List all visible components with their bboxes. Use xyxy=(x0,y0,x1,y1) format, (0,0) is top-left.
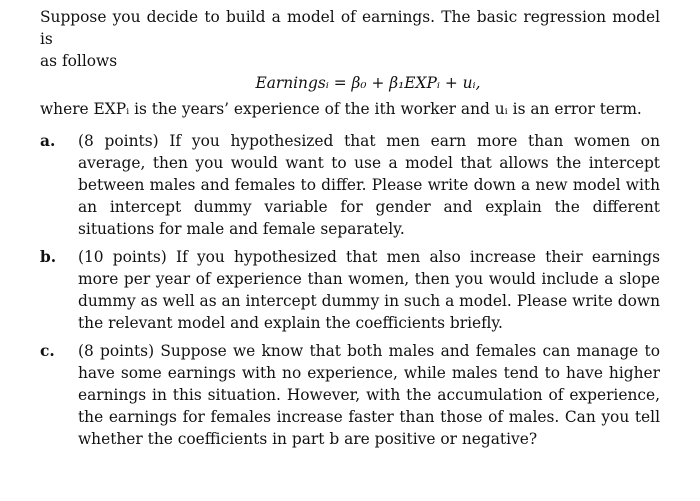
intro-paragraph xyxy=(40,6,660,72)
variable-definition: where EXPᵢ is the years’ experience of the ith worker and uᵢ is an error term. xyxy=(40,100,642,118)
question-list xyxy=(40,130,660,450)
question-c xyxy=(40,340,660,450)
question-b xyxy=(40,246,660,334)
question-a-text: (8 points) If you hypothesized that men earn more than women on average, then you would want to use a model that allows the intercept between males and females to differ. Please write down a new model with an intercept dummy variable for gender and explain the different situations for male and female separately. xyxy=(78,132,660,238)
question-b-marker: b. xyxy=(40,248,57,266)
regression-equation: Earningsᵢ = β₀ + β₁EXPᵢ + uᵢ, xyxy=(255,74,481,92)
question-c-text: (8 points) Suppose we know that both males and females can manage to have some earnings with no experience, while males tend to have higher earnings in this situation. However, with the accumulation of experience, the earnings for females increase faster than those of males. Can you tell whether the coefficients in part b are positive or negative? xyxy=(78,342,660,448)
intro-line-1: Suppose you decide to build a model of earnings. The basic regression model is xyxy=(40,8,660,48)
question-c-marker: c. xyxy=(40,342,55,360)
question-a-marker: a. xyxy=(40,132,56,150)
intro-line-2: as follows xyxy=(40,52,118,70)
question-a xyxy=(40,130,660,240)
question-b-text: (10 points) If you hypothesized that men also increase their earnings more per year of experience than women, then you would include a slope dummy as well as an intercept dummy in such a model. Please write down the relevant model and explain the coefficients briefly. xyxy=(78,248,661,332)
